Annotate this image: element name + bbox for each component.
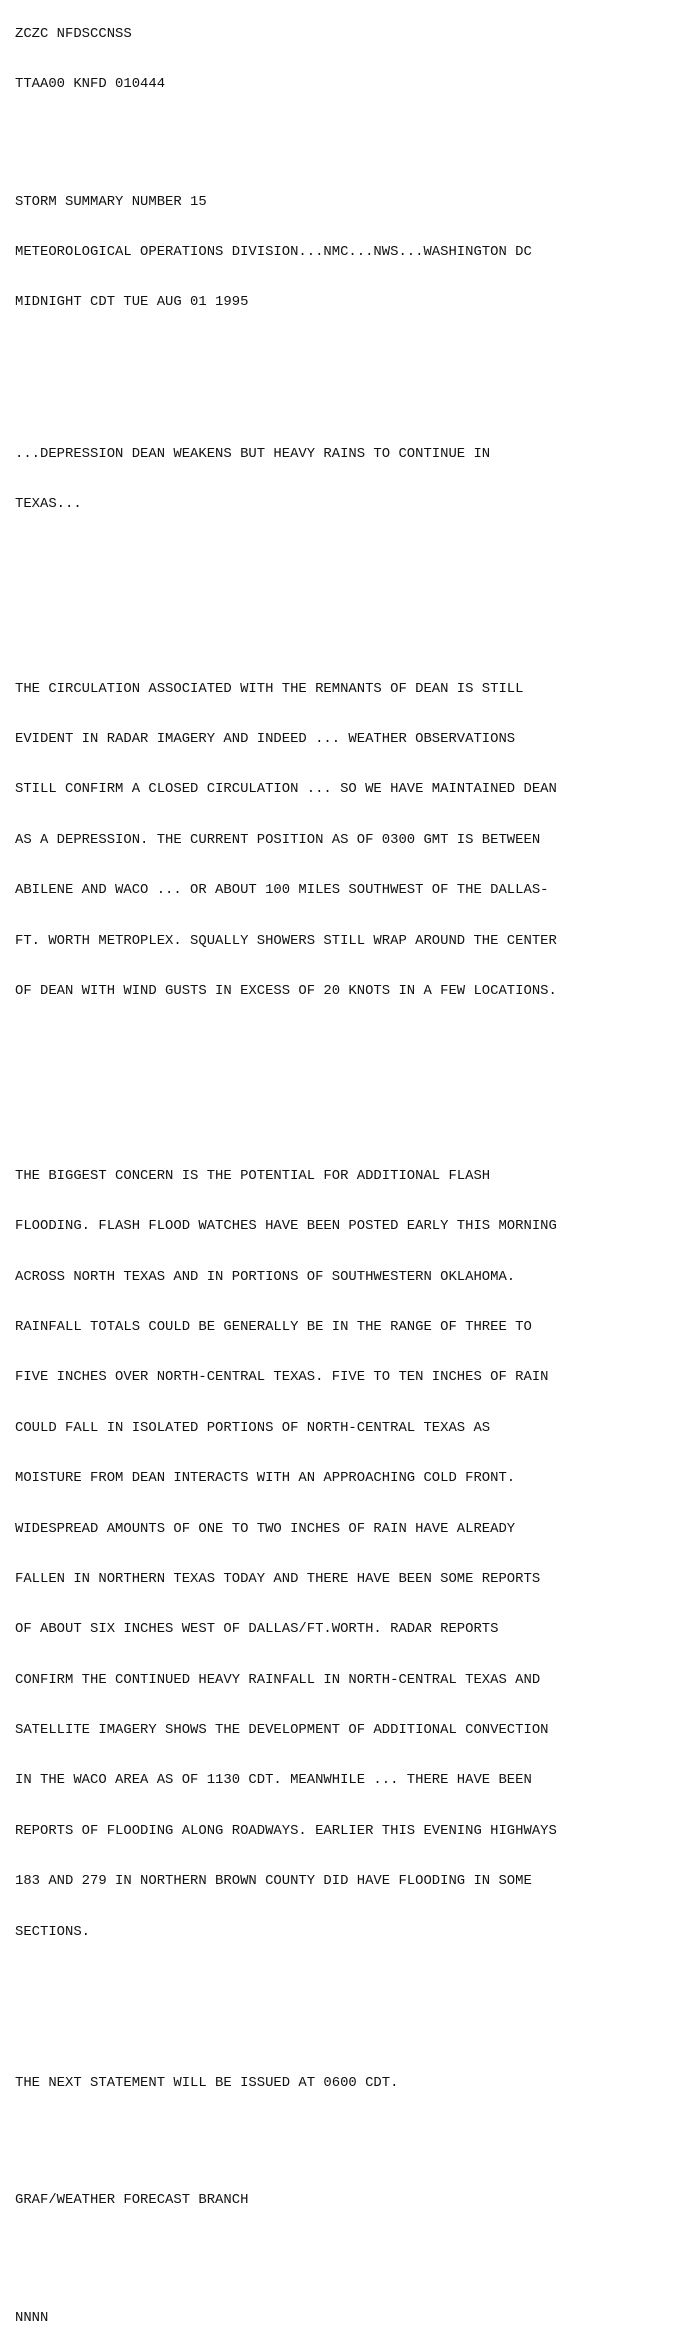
header-line-1: ZCZC NFDSCCNSS [15,25,132,42]
paragraph-line: FT. WORTH METROPLEX. SQUALLY SHOWERS STILL WRAP AROUND THE CENTER [15,932,557,949]
paragraph-line: FIVE INCHES OVER NORTH-CENTRAL TEXAS. FIVE TO TEN INCHES OF RAIN [15,1369,549,1386]
blank-line [15,2243,685,2260]
paragraph-line: MOISTURE FROM DEAN INTERACTS WITH AN APPROACHING COLD FRONT. [15,1470,516,1487]
summary-title: STORM SUMMARY NUMBER 15 [15,193,207,210]
end-marker: NNNN [15,2309,49,2326]
issue-time: MIDNIGHT CDT TUE AUG 01 1995 [15,294,249,311]
paragraph-line: REPORTS OF FLOODING ALONG ROADWAYS. EARLIER THIS EVENING HIGHWAYS [15,1822,557,1839]
paragraph-line: ABILENE AND WACO ... OR ABOUT 100 MILES SOUTHWEST OF THE DALLAS- [15,882,549,899]
blank-line [15,2125,685,2142]
paragraph-line: THE BIGGEST CONCERN IS THE POTENTIAL FOR ADDITIONAL FLASH [15,1167,491,1184]
paragraph-line: FALLEN IN NORTHERN TEXAS TODAY AND THERE HAVE BEEN SOME REPORTS [15,1570,541,1587]
paragraph-line: ACROSS NORTH TEXAS AND IN PORTIONS OF SOUTHWESTERN OKLAHOMA. [15,1268,516,1285]
paragraph-line: AS A DEPRESSION. THE CURRENT POSITION AS OF 0300 GMT IS BETWEEN [15,831,541,848]
paragraph-line: EVIDENT IN RADAR IMAGERY AND INDEED ... WEATHER OBSERVATIONS [15,731,516,748]
headline [15,412,685,546]
blank-line [15,345,685,362]
paragraph-line: RAINFALL TOTALS COULD BE GENERALLY BE IN THE RANGE OF THREE TO [15,1318,532,1335]
storm-summary-document [15,0,685,2344]
paragraph-line: FLOODING. FLASH FLOOD WATCHES HAVE BEEN POSTED EARLY THIS MORNING [15,1218,557,1235]
next-statement: THE NEXT STATEMENT WILL BE ISSUED AT 0600 CDT. [15,2074,399,2091]
paragraph-circulation [15,647,685,1033]
paragraph-line: 183 AND 279 IN NORTHERN BROWN COUNTY DID HAVE FLOODING IN SOME [15,1873,532,1890]
paragraph-line: STILL CONFIRM A CLOSED CIRCULATION ... SO WE HAVE MAINTAINED DEAN [15,781,557,798]
paragraph-line: OF DEAN WITH WIND GUSTS IN EXCESS OF 20 KNOTS IN A FEW LOCATIONS. [15,983,557,1000]
division-line: METEOROLOGICAL OPERATIONS DIVISION...NMC...NWS...WASHINGTON DC [15,243,532,260]
blank-line [15,580,685,597]
paragraph-line: WIDESPREAD AMOUNTS OF ONE TO TWO INCHES OF RAIN HAVE ALREADY [15,1520,516,1537]
paragraph-line: CONFIRM THE CONTINUED HEAVY RAINFALL IN NORTH-CENTRAL TEXAS AND [15,1671,541,1688]
signature: GRAF/WEATHER FORECAST BRANCH [15,2192,249,2209]
blank-line [15,2008,685,2025]
blank-line [15,126,685,143]
paragraph-line: SECTIONS. [15,1923,91,1940]
paragraph-line: THE CIRCULATION ASSOCIATED WITH THE REMNANTS OF DEAN IS STILL [15,680,524,697]
header-line-2: TTAA00 KNFD 010444 [15,75,166,92]
paragraph-line: COULD FALL IN ISOLATED PORTIONS OF NORTH-CENTRAL TEXAS AS [15,1419,491,1436]
paragraph-line: IN THE WACO AREA AS OF 1130 CDT. MEANWHILE ... THERE HAVE BEEN [15,1772,532,1789]
headline-line: ...DEPRESSION DEAN WEAKENS BUT HEAVY RAINS TO CONTINUE IN [15,445,491,462]
paragraph-line: SATELLITE IMAGERY SHOWS THE DEVELOPMENT OF ADDITIONAL CONVECTION [15,1722,549,1739]
headline-line: TEXAS... [15,495,82,512]
paragraph-flooding [15,1134,685,1974]
paragraph-line: OF ABOUT SIX INCHES WEST OF DALLAS/FT.WORTH. RADAR REPORTS [15,1621,499,1638]
blank-line [15,1067,685,1084]
